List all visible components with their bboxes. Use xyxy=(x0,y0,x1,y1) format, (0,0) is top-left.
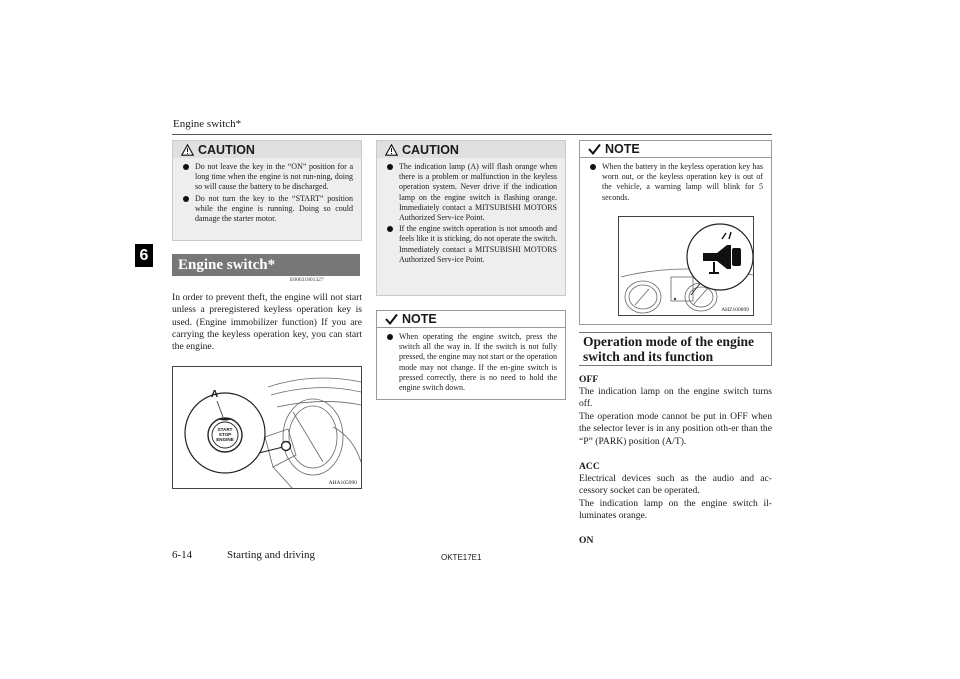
note-box-1 xyxy=(376,310,566,400)
caution-header xyxy=(173,141,361,158)
mode-text-acc-2: The indication lamp on the engine switch il-luminates orange. xyxy=(579,498,772,522)
mode-text-acc-1: Electrical devices such as the audio and ac-cessory socket can be operated. xyxy=(579,473,772,497)
caution-box-1 xyxy=(172,140,362,241)
intro-paragraph: In order to prevent theft, the engine will not start unless a preregistered keyless operation key is used. (Engine immobilizer function) If you are carrying the keyless operation key, you can start the engine. xyxy=(172,292,362,353)
list-item: Do not turn the key to the “START” position while the engine is running. Doing so could damage the starter motor. xyxy=(183,194,353,225)
dashboard-illustration xyxy=(173,367,362,489)
figure-code: AHA105990 xyxy=(328,480,357,486)
chapter-tab: 6 xyxy=(135,244,153,267)
start-stop-button-label: START STOP ENGINE xyxy=(216,427,234,442)
list-item: When the battery in the keyless operation key has worn out, or the keyless operation key is out of the vehicle, a warning lamp will blink for 5 seconds. xyxy=(590,162,763,203)
note-title: NOTE xyxy=(605,142,640,156)
caution-box-2 xyxy=(376,140,566,296)
figure-label-a: A xyxy=(211,389,219,400)
bullet-icon xyxy=(387,164,393,170)
bullet-icon xyxy=(183,164,189,170)
warning-triangle-icon xyxy=(181,144,194,156)
bullet-icon xyxy=(183,196,189,202)
mode-label-acc: ACC xyxy=(579,461,600,472)
footer-page-number: 6-14 xyxy=(172,549,193,561)
section-title-engine-switch: Engine switch* xyxy=(172,254,360,276)
note-header xyxy=(580,141,771,158)
header-rule xyxy=(172,134,772,135)
list-item: The indication lamp (A) will flash orange when there is a problem or malfunction in the keyless operation system. Never drive if the indication lamp on the engine switch is flashing orange. Immediately contact a MITSUBISHI MOTORS Authorized Serv-ice Point. xyxy=(387,162,557,223)
note-title: NOTE xyxy=(402,312,437,326)
list-item: If the engine switch operation is not smooth and feels like it is sticking, do not operate the switch. Immediately contact a MITSUBISHI MOTORS Authorized Serv-ice Point. xyxy=(387,224,557,265)
list-item: When operating the engine switch, press the switch all the way in. If the switch is not fully pressed, the engine may not start or the operation mode may not change. If the en-gine switch is pressed correctly, there is no need to hold the engine switch down. xyxy=(387,332,557,393)
running-head: Engine switch* xyxy=(173,118,242,130)
figure-code: AHZ100899 xyxy=(721,307,749,313)
warning-triangle-icon xyxy=(385,144,398,156)
caution-list xyxy=(377,158,565,271)
list-item: Do not leave the key in the “ON” position for a long time when the engine is not run-ning, doing so will cause the battery to be discharged. xyxy=(183,162,353,193)
section-title-operation-mode: Operation mode of the engine switch and its function xyxy=(579,332,772,366)
note-list xyxy=(377,328,565,399)
mode-label-off: OFF xyxy=(579,374,599,385)
note-list xyxy=(580,158,771,209)
footer-doc-code: OKTE17E1 xyxy=(441,553,482,562)
caution-list xyxy=(173,158,361,230)
note-header xyxy=(377,311,565,328)
bullet-icon xyxy=(590,164,596,170)
figure-warning-lamp xyxy=(618,216,754,316)
mode-label-on: ON xyxy=(579,535,594,546)
footer-chapter-title: Starting and driving xyxy=(227,549,315,561)
bullet-icon xyxy=(387,226,393,232)
meter-illustration xyxy=(619,217,754,316)
figure-engine-switch xyxy=(172,366,362,489)
bullet-icon xyxy=(387,334,393,340)
section-code: E00631801327 xyxy=(290,277,324,283)
note-check-icon xyxy=(588,143,601,155)
mode-text-off-2: The operation mode cannot be put in OFF when the selector lever is in any position oth-er than the “P” (PARK) position (A/T). xyxy=(579,411,772,447)
caution-title: CAUTION xyxy=(402,142,459,157)
note-check-icon xyxy=(385,313,398,325)
caution-header xyxy=(377,141,565,158)
caution-title: CAUTION xyxy=(198,142,255,157)
mode-text-off-1: The indication lamp on the engine switch turns off. xyxy=(579,386,772,410)
